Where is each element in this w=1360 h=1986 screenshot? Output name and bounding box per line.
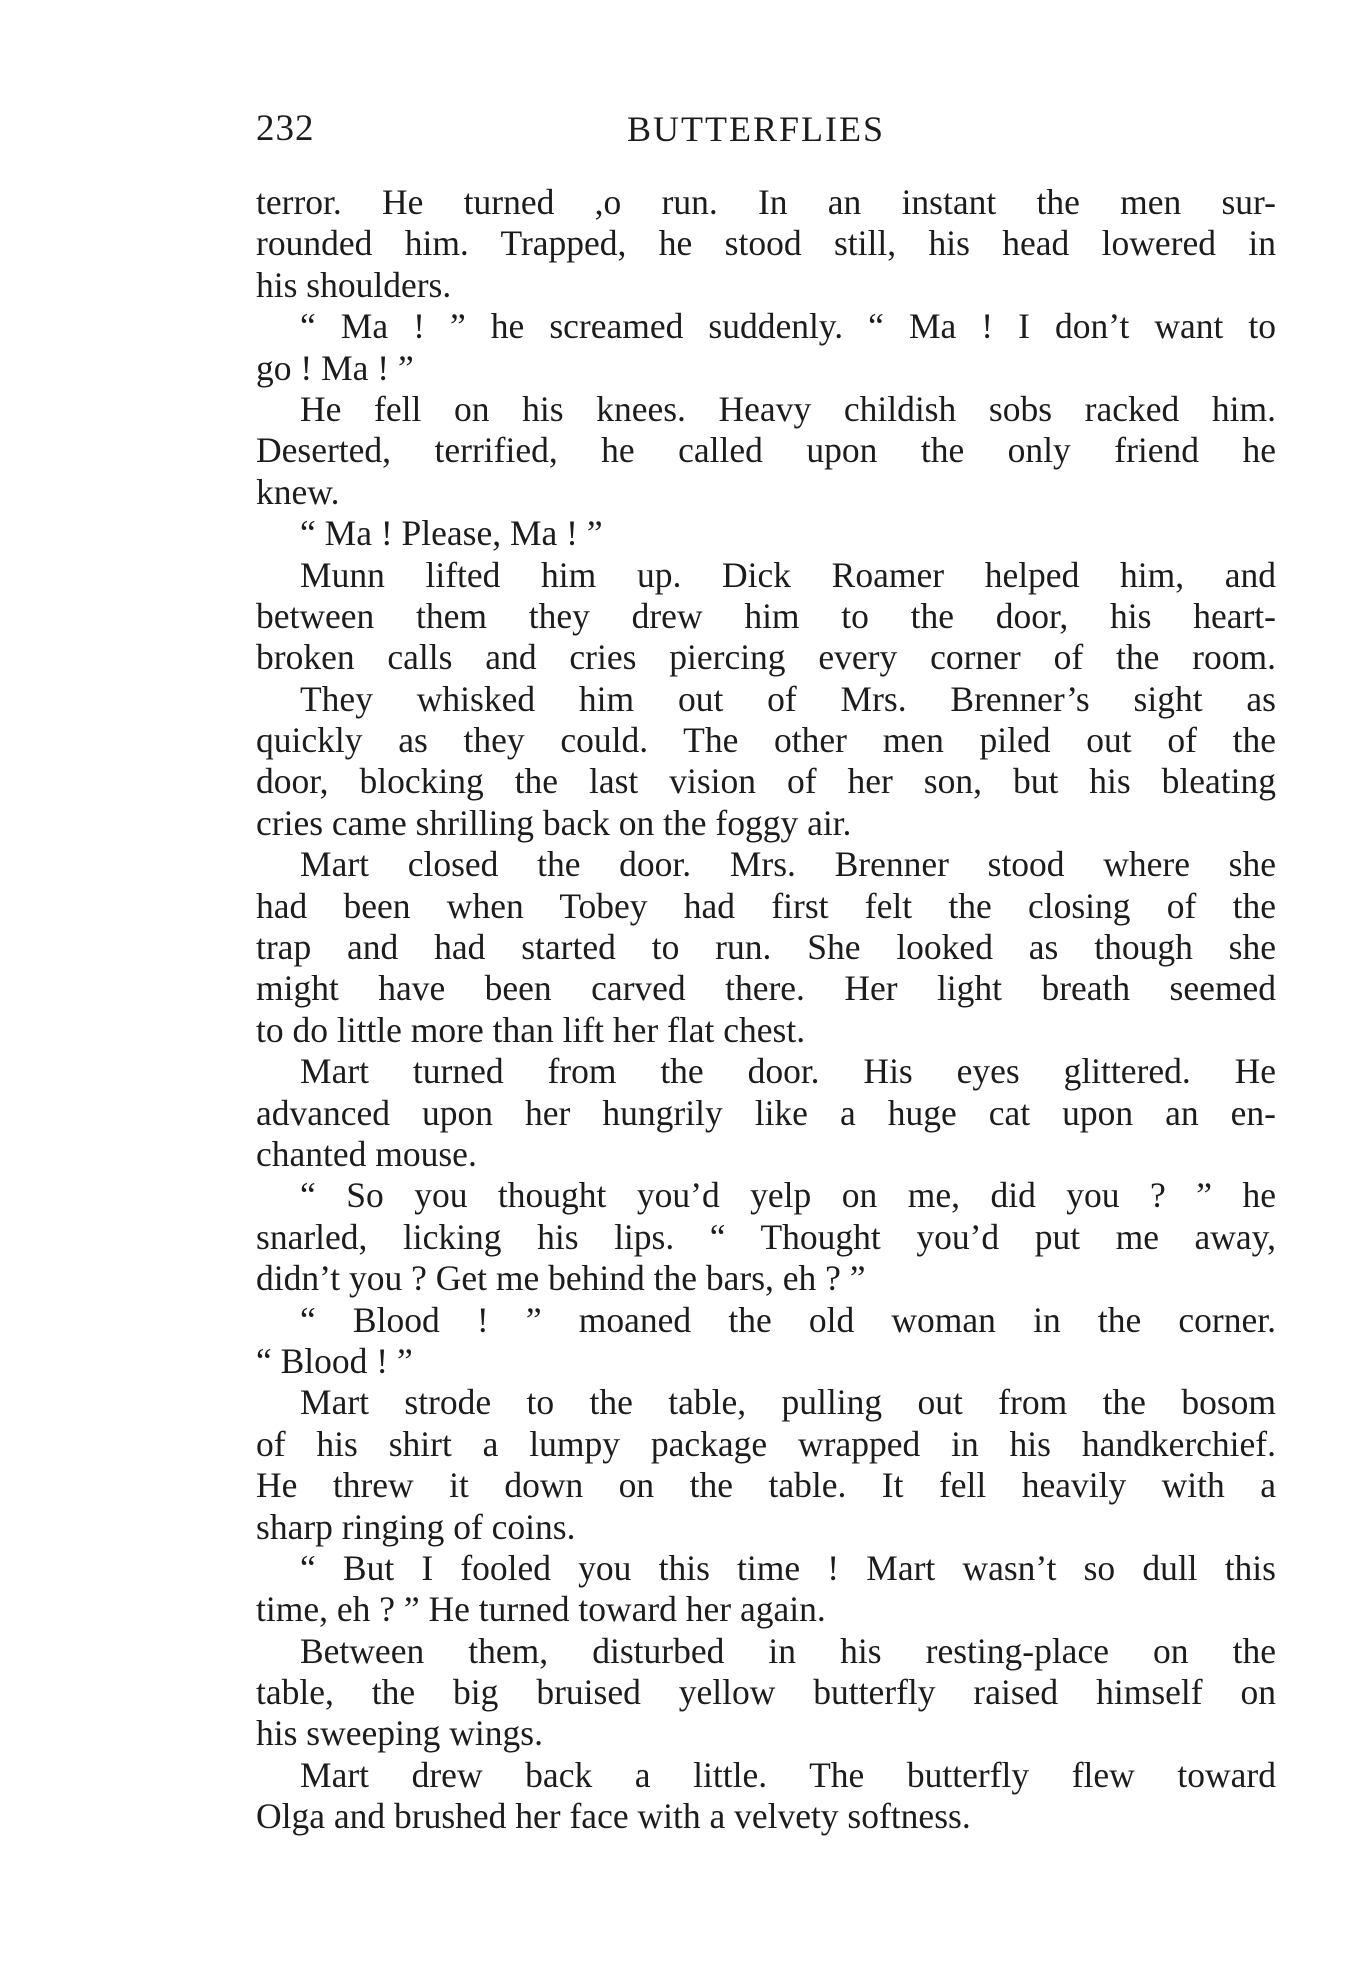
text-line: He threw it down on the table. It fell heavily with a <box>256 1465 1276 1506</box>
text-line: go ! Ma ! ” <box>256 347 414 388</box>
text-line: time, eh ? ” He turned toward her again. <box>256 1589 826 1630</box>
text-line: Between them, disturbed in his resting-place on the <box>300 1630 1276 1671</box>
text-line: broken calls and cries piercing every corner of the room. <box>256 637 1276 678</box>
text-line: Olga and brushed her face with a velvety softness. <box>256 1796 971 1837</box>
text-line: “ Blood ! ” moaned the old woman in the corner. <box>300 1299 1276 1340</box>
text-line: knew. <box>256 471 340 512</box>
text-line: Mart strode to the table, pulling out from the bosom <box>300 1382 1276 1423</box>
text-line: Mart turned from the door. His eyes glittered. He <box>300 1051 1276 1092</box>
text-line: his sweeping wings. <box>256 1713 543 1754</box>
text-line: didn’t you ? Get me behind the bars, eh ? ” <box>256 1258 866 1299</box>
text-line: sharp ringing of coins. <box>256 1506 576 1547</box>
text-line: to do little more than lift her flat chest. <box>256 1009 806 1050</box>
text-line: Mart closed the door. Mrs. Brenner stood where she <box>300 844 1276 885</box>
text-line: Deserted, terrified, he called upon the only friend he <box>256 430 1276 471</box>
text-line: “ Ma ! ” he screamed suddenly. “ Ma ! I don’t want to <box>300 306 1276 347</box>
page-header <box>256 104 1276 154</box>
text-line: He fell on his knees. Heavy childish sobs racked him. <box>300 388 1276 429</box>
text-line: They whisked him out of Mrs. Brenner’s sight as <box>300 678 1276 719</box>
text-line: “ But I fooled you this time ! Mart wasn’t so dull this <box>300 1547 1276 1588</box>
text-line: quickly as they could. The other men piled out of the <box>256 720 1276 761</box>
text-line: table, the big bruised yellow butterfly raised himself on <box>256 1672 1276 1713</box>
text-line: door, blocking the last vision of her son, but his bleating <box>256 761 1276 802</box>
text-line: trap and had started to run. She looked as though she <box>256 927 1276 968</box>
text-line: between them they drew him to the door, his heart- <box>256 595 1276 636</box>
text-line: rounded him. Trapped, he stood still, his head lowered in <box>256 223 1276 264</box>
page-number: 232 <box>256 108 315 149</box>
text-line: cries came shrilling back on the foggy air. <box>256 802 852 843</box>
text-line: had been when Tobey had first felt the closing of the <box>256 885 1276 926</box>
text-line: of his shirt a lumpy package wrapped in his handkerchief. <box>256 1423 1276 1464</box>
text-line: Mart drew back a little. The butterfly flew toward <box>300 1754 1276 1795</box>
text-line: “ Blood ! ” <box>256 1340 413 1381</box>
text-line: his shoulders. <box>256 264 452 305</box>
text-line: snarled, licking his lips. “ Thought you’d put me away, <box>256 1216 1276 1257</box>
text-line: advanced upon her hungrily like a huge cat upon an en- <box>256 1092 1276 1133</box>
text-line: terror. He turned ,o run. In an instant the men sur- <box>256 182 1276 222</box>
text-line: Munn lifted him up. Dick Roamer helped him, and <box>300 554 1276 595</box>
text-line: “ So you thought you’d yelp on me, did you ? ” he <box>300 1175 1276 1216</box>
text-line: chanted mouse. <box>256 1133 477 1174</box>
text-line: might have been carved there. Her light breath seemed <box>256 968 1276 1009</box>
running-head: BUTTERFLIES <box>626 109 885 149</box>
text-line: “ Ma ! Please, Ma ! ” <box>300 513 603 554</box>
body-text <box>256 182 1276 1838</box>
